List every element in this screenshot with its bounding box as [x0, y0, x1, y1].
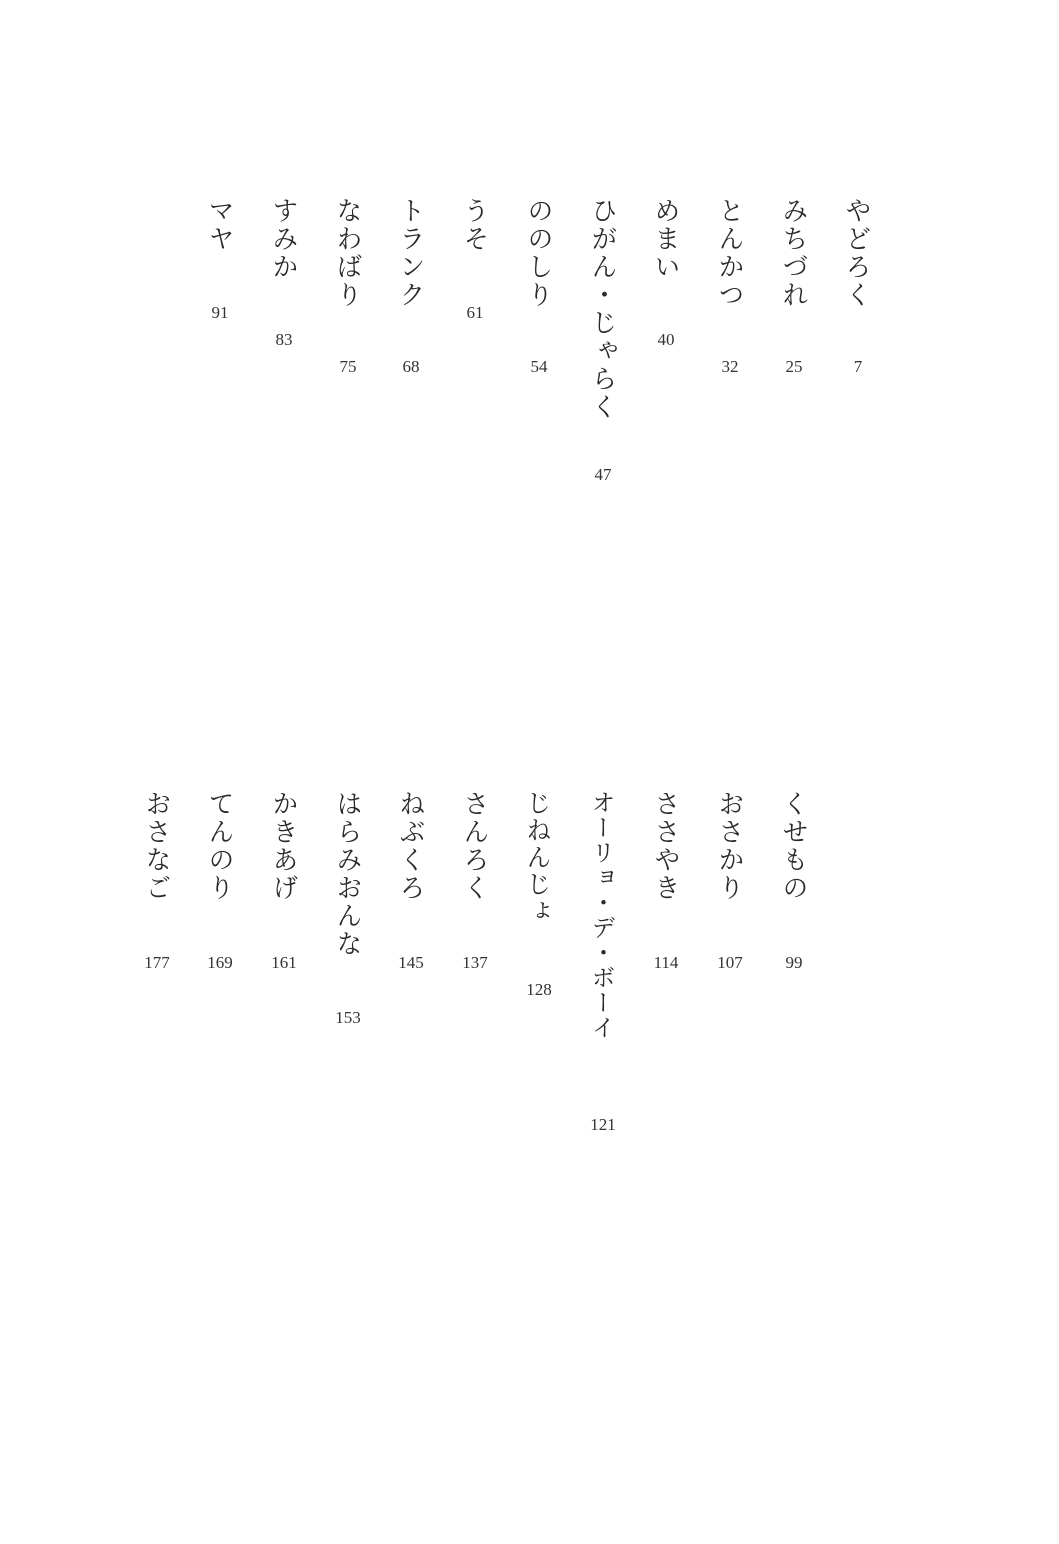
- toc-page-number: 128: [526, 980, 552, 999]
- toc-page-number: 99: [785, 953, 803, 972]
- toc-title-sumika[interactable]: すみか: [268, 197, 298, 281]
- toc-page-number: 32: [721, 357, 739, 376]
- toc-title-kakiage[interactable]: かきあげ: [268, 790, 298, 902]
- toc-title-nonoshiri[interactable]: ののしり: [523, 197, 553, 309]
- toc-page-number: 61: [466, 303, 484, 322]
- toc-page-number: 54: [530, 357, 548, 376]
- toc-title-memai[interactable]: めまい: [650, 197, 680, 281]
- toc-title-sanroku[interactable]: さんろく: [459, 790, 489, 902]
- toc-title-osanago[interactable]: おさなご: [141, 790, 171, 902]
- toc-page-number: 40: [657, 330, 675, 349]
- toc-page-number: 177: [144, 953, 170, 972]
- toc-page-number: 161: [271, 953, 297, 972]
- toc-title-higan-jaraku[interactable]: ひがん・じゃらく: [587, 197, 617, 421]
- toc-page-number: 91: [211, 303, 229, 322]
- toc-title-haramionna[interactable]: はらみおんな: [332, 790, 362, 958]
- toc-title-toranku[interactable]: トランク: [395, 197, 425, 309]
- toc-title-sasayaki[interactable]: ささやき: [650, 790, 680, 902]
- toc-page-number: 153: [335, 1008, 361, 1027]
- toc-title-tennori[interactable]: てんのり: [204, 790, 234, 902]
- toc-page-number: 68: [402, 357, 420, 376]
- toc-page-number: 121: [590, 1115, 616, 1134]
- toc-title-michizure[interactable]: みちづれ: [778, 197, 808, 309]
- toc-title-kusemono[interactable]: くせもの: [778, 790, 808, 902]
- toc-page-number: 25: [785, 357, 803, 376]
- toc-title-maya[interactable]: マヤ: [204, 197, 234, 253]
- toc-page-number: 145: [398, 953, 424, 972]
- toc-page-number: 75: [339, 357, 357, 376]
- toc-page-number: 107: [717, 953, 743, 972]
- toc-page-number: 47: [594, 465, 612, 484]
- toc-page-number: 7: [853, 357, 863, 376]
- toc-title-nawabari[interactable]: なわばり: [332, 197, 362, 309]
- toc-title-yadoroku[interactable]: やどろく: [841, 197, 871, 309]
- toc-page-number: 169: [207, 953, 233, 972]
- toc-title-tonkatsu[interactable]: とんかつ: [714, 197, 744, 309]
- toc-title-nebukuro[interactable]: ねぶくろ: [395, 790, 425, 902]
- toc-page-number: 114: [653, 953, 679, 972]
- toc-title-uso[interactable]: うそ: [459, 197, 489, 253]
- toc-title-jinenjo[interactable]: じねんじょ: [523, 790, 552, 925]
- toc-title-osakari[interactable]: おさかり: [714, 790, 744, 902]
- toc-page-number: 83: [275, 330, 293, 349]
- toc-title-olho-de-boi[interactable]: オーリョ・デ・ボーイ: [587, 790, 615, 1040]
- toc-page-number: 137: [462, 953, 488, 972]
